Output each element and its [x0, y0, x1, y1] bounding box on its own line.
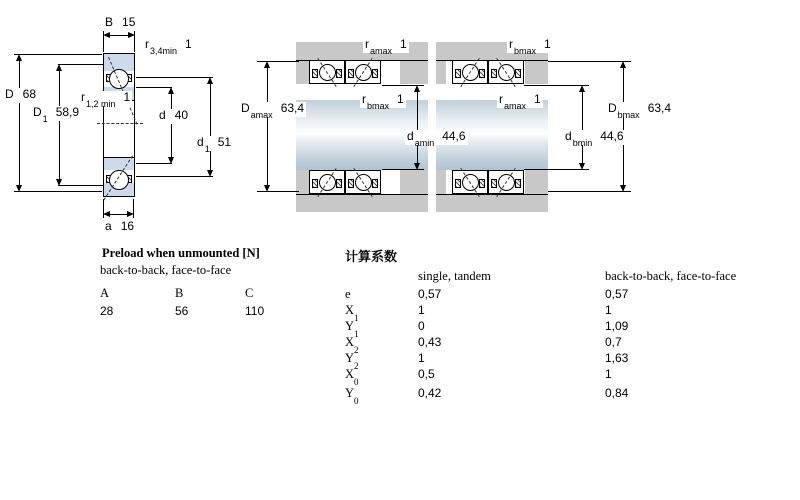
- extension-line: [14, 191, 102, 192]
- factor-single-value: 0,57: [418, 287, 442, 301]
- extension-line: [58, 185, 103, 186]
- cage-hatch: [515, 69, 521, 78]
- factor-label: e: [345, 287, 351, 301]
- factor-row-X2: [345, 335, 800, 355]
- factor-btb-value: 1: [605, 367, 612, 381]
- cage-hatch: [312, 179, 318, 188]
- dim-label-r12: $r_{1,2 min}1$: [81, 90, 131, 110]
- shaft-shoulder: [400, 170, 428, 194]
- preload-subtitle: back-to-back, face-to-face: [100, 263, 232, 277]
- factor-single-value: 0,43: [418, 335, 442, 349]
- bearing-unit: [309, 170, 345, 194]
- dimension-line-Damax: [264, 61, 271, 192]
- factor-single-value: 1: [418, 303, 425, 317]
- preload-value-B: 56: [175, 304, 189, 318]
- dim-label-D: D 68: [3, 88, 38, 103]
- ball: [109, 69, 129, 89]
- dim-label-Damax: $D_{amax}63,4$: [241, 101, 305, 121]
- factor-btb-value: 1,63: [605, 351, 629, 365]
- factor-btb-value: 0,57: [605, 287, 629, 301]
- dim-label-B: B 15: [103, 16, 137, 31]
- cage-hatch: [491, 69, 497, 78]
- housing-shoulder: [525, 170, 548, 194]
- shaft-shoulder: [436, 60, 446, 84]
- factors-title: 计算系数: [345, 249, 398, 264]
- bearing-unit: [452, 60, 488, 84]
- housing-block: [296, 194, 428, 212]
- preload-value-C: 110: [245, 304, 265, 318]
- factor-row-X0: [345, 367, 800, 387]
- housing-shoulder: [525, 60, 548, 84]
- bearing-unit: [452, 170, 488, 194]
- cage-hatch: [479, 69, 485, 78]
- factor-btb-value: 0,7: [605, 335, 622, 349]
- dimension-line-D1: [56, 64, 63, 186]
- bearing-unit: [345, 60, 381, 84]
- dim-label-rbmax: $r_{bmax}1$: [509, 37, 551, 57]
- column-header: A: [100, 286, 110, 300]
- cage-hatch: [312, 69, 318, 78]
- dimension-line-dbmin: [579, 85, 586, 170]
- extension-line: [136, 77, 213, 78]
- extension-line: [548, 191, 631, 192]
- centerline: [97, 123, 143, 124]
- extension-line: [14, 54, 102, 55]
- housing-block: [436, 194, 548, 212]
- dimension-line-D: [16, 54, 23, 192]
- dim-label-ramax: $r_{amax}1$: [365, 37, 407, 57]
- dimension-line-damin: [414, 85, 421, 170]
- housing-shoulder: [296, 60, 309, 84]
- dimension-line-d1: [207, 77, 214, 177]
- extension-line: [548, 61, 631, 62]
- dim-label-D1: $D_158,9$: [33, 105, 80, 125]
- factor-row-Y0: [345, 386, 800, 406]
- cage-hatch: [336, 69, 342, 78]
- seat-line: [296, 194, 428, 195]
- shaft-shoulder: [400, 60, 428, 84]
- extension-line: [136, 163, 172, 164]
- factor-btb-value: 0,84: [605, 386, 629, 400]
- factor-single-value: 1: [418, 351, 425, 365]
- factors-col2-header: back-to-back, face-to-face: [605, 269, 737, 283]
- dim-label-d: d 40: [157, 109, 190, 124]
- dimension-line-d: [168, 87, 175, 164]
- cage-hatch: [372, 179, 378, 188]
- factor-single-value: 0: [418, 319, 425, 333]
- bearing-unit: [488, 170, 524, 194]
- cage-hatch: [348, 69, 354, 78]
- dimension-line-Dbmax: [620, 61, 627, 192]
- cage-hatch: [515, 179, 521, 188]
- bearing-unit: [345, 170, 381, 194]
- dim-label-rbmax: $r_{bmax}1$: [362, 92, 404, 112]
- cage-hatch: [348, 179, 354, 188]
- cage-hatch: [372, 69, 378, 78]
- preload-title: Preload when unmounted [N]: [102, 246, 260, 260]
- factors-col1-header: single, tandem: [418, 269, 491, 283]
- extension-line: [58, 64, 103, 65]
- dim-label-r34: $r_{3,4min}1$: [145, 37, 192, 57]
- cage-hatch: [455, 179, 461, 188]
- factor-row-Y2: [345, 351, 800, 371]
- preload-value-A: 28: [100, 304, 114, 318]
- factor-label: $Y_1$: [345, 319, 359, 339]
- factor-label: $X_2$: [345, 335, 359, 355]
- factor-label: $Y_2$: [345, 351, 359, 371]
- dim-label-damin: $d_{amin}44,6$: [407, 129, 466, 149]
- dim-label-a: a 16: [103, 220, 136, 235]
- factor-btb-value: 1,09: [605, 319, 629, 333]
- column-header: C: [245, 286, 254, 300]
- factor-label: $X_1$: [345, 303, 359, 323]
- factor-btb-value: 1: [605, 303, 612, 317]
- cage-hatch: [455, 69, 461, 78]
- cage-hatch: [491, 179, 497, 188]
- cage-hatch: [336, 179, 342, 188]
- factor-row-X1: [345, 303, 800, 323]
- factor-label: $X_0$: [345, 367, 359, 387]
- factor-row-e: [345, 287, 800, 302]
- bearing-unit: [488, 60, 524, 84]
- dim-label-ramax: $r_{amax}1$: [499, 92, 541, 112]
- factor-single-value: 0,42: [418, 386, 442, 400]
- dimension-line-B: [103, 32, 135, 39]
- factor-single-value: 0,5: [418, 367, 435, 381]
- bearing-unit: [309, 60, 345, 84]
- cage-hatch: [479, 179, 485, 188]
- dim-label-Dbmax: $D_{bmax}63,4$: [608, 101, 672, 121]
- extension-line: [136, 176, 213, 177]
- dimension-line-a: [103, 211, 134, 218]
- dim-label-dbmin: $d_{bmin}44,6$: [565, 129, 624, 149]
- factor-row-Y1: [345, 319, 800, 339]
- extension-line: [136, 87, 172, 88]
- factor-label: $Y_0$: [345, 386, 359, 406]
- column-header: B: [175, 286, 184, 300]
- shaft-shoulder: [436, 170, 446, 194]
- seat-line: [436, 194, 548, 195]
- dim-label-d1: $d_151$: [197, 135, 232, 155]
